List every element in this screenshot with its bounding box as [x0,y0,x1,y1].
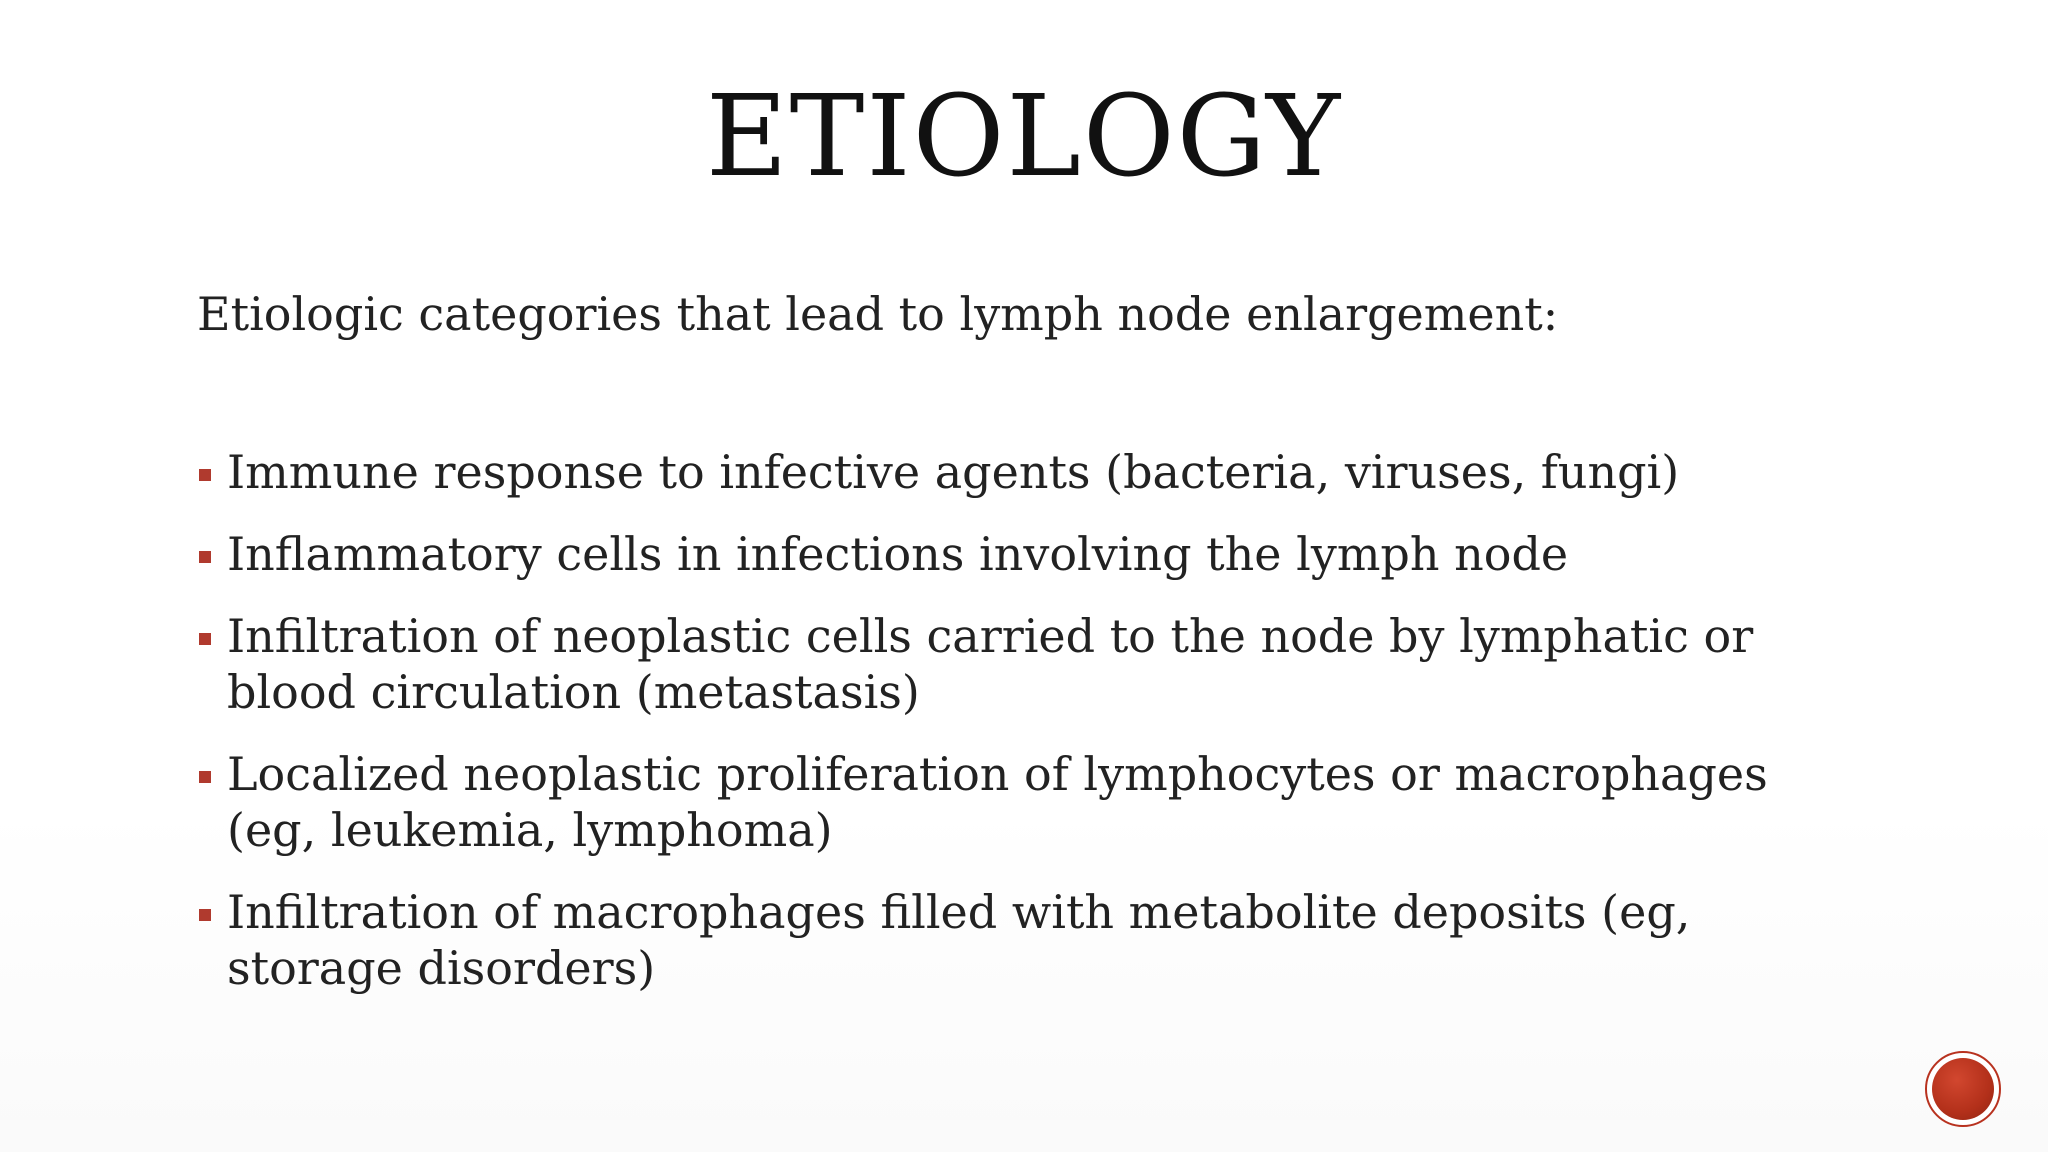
list-item [197,444,1857,500]
bullet-text: Localized neoplastic proliferation of lymphocytes or macrophages (eg, leukemia, lymphoma) [227,747,1768,857]
square-bullet-icon [199,633,211,645]
slide-title: ETIOLOGY [705,72,1343,202]
list-item [197,746,1857,858]
circle-icon-fill [1932,1058,1994,1120]
list-item [197,608,1857,720]
intro-text: Etiologic categories that lead to lymph node enlargement: [197,287,1559,341]
bullet-text: Immune response to infective agents (bacteria, viruses, fungi) [227,445,1680,499]
list-item [197,884,1857,996]
square-bullet-icon [199,771,211,783]
bullet-text: Infiltration of macrophages filled with metabolite deposits (eg, storage disorders) [227,885,1691,995]
bullet-list [197,444,1857,1022]
square-bullet-icon [199,551,211,563]
square-bullet-icon [199,469,211,481]
circle-icon[interactable] [1925,1051,2001,1127]
bullet-text: Inflammatory cells in infections involving the lymph node [227,527,1569,581]
list-item [197,526,1857,582]
bullet-text: Infiltration of neoplastic cells carried to the node by lymphatic or blood circulation (metastasis) [227,609,1754,719]
square-bullet-icon [199,909,211,921]
